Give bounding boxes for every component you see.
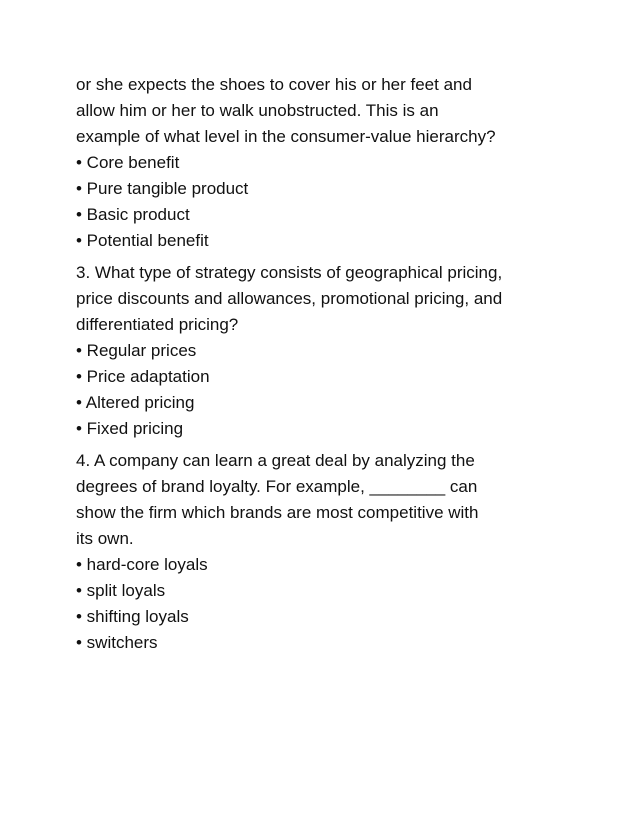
answer-option: • Basic product xyxy=(76,205,190,224)
answer-option: • Regular prices xyxy=(76,341,197,360)
question-block-continued xyxy=(76,72,576,254)
answer-option: • switchers xyxy=(76,633,158,652)
answer-option: • Price adaptation xyxy=(76,367,210,386)
answer-option: • Core benefit xyxy=(76,153,180,172)
question-text-line: 4. A company can learn a great deal by analyzing the xyxy=(76,451,475,470)
question-block-3 xyxy=(76,260,576,442)
answer-option: • Fixed pricing xyxy=(76,419,184,438)
question-text-line: allow him or her to walk unobstructed. This is an xyxy=(76,101,439,120)
question-text-line: show the firm which brands are most competitive with xyxy=(76,503,479,522)
answer-option: • shifting loyals xyxy=(76,607,189,626)
question-text-line: its own. xyxy=(76,529,134,548)
question-text-line: degrees of brand loyalty. For example, ________ can xyxy=(76,477,478,496)
question-block-4 xyxy=(76,448,576,656)
question-text-line: example of what level in the consumer-value hierarchy? xyxy=(76,127,496,146)
question-text-line: differentiated pricing? xyxy=(76,315,239,334)
answer-option: • Altered pricing xyxy=(76,393,195,412)
answer-option: • Pure tangible product xyxy=(76,179,249,198)
answer-option: • hard-core loyals xyxy=(76,555,208,574)
question-text-line: or she expects the shoes to cover his or her feet and xyxy=(76,75,472,94)
question-text-line: 3. What type of strategy consists of geographical pricing, xyxy=(76,263,503,282)
question-text-line: price discounts and allowances, promotional pricing, and xyxy=(76,289,503,308)
document-content xyxy=(76,72,576,656)
answer-option: • split loyals xyxy=(76,581,166,600)
answer-option: • Potential benefit xyxy=(76,231,209,250)
